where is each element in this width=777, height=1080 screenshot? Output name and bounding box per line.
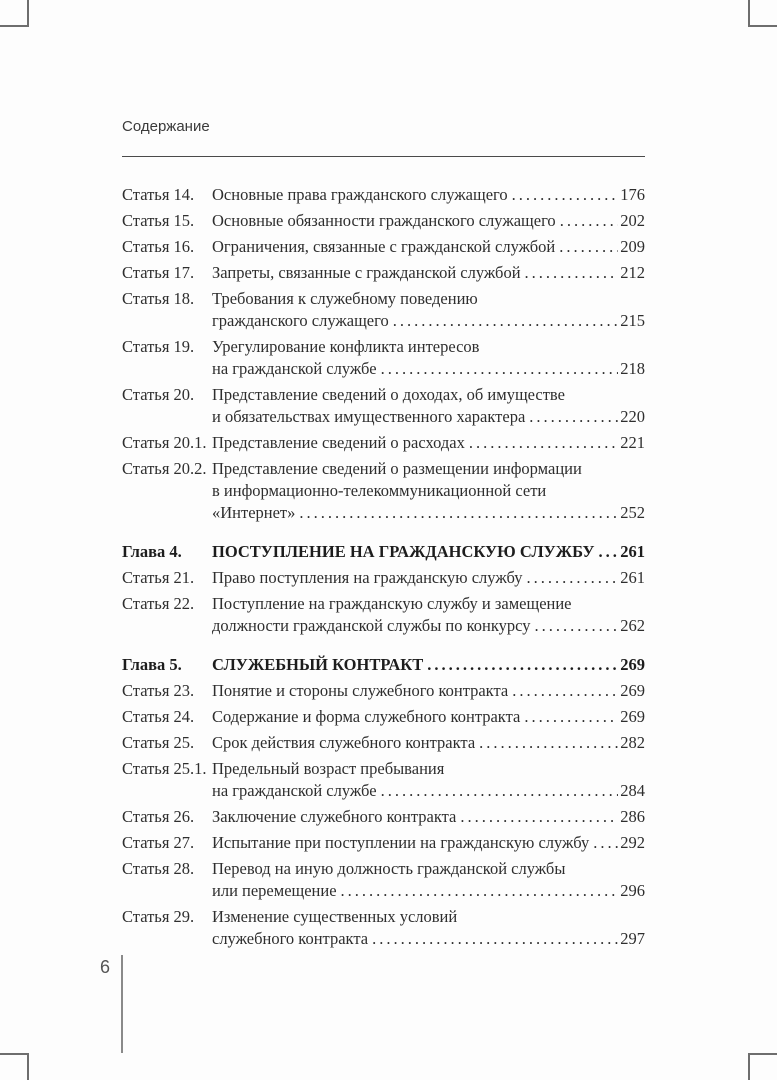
entry-title-block xyxy=(212,858,645,902)
entry-label: Статья 14. xyxy=(122,185,195,204)
entry-page-number: 212 xyxy=(620,263,645,282)
crop-mark-top-left-icon xyxy=(0,0,29,27)
dot-leader xyxy=(381,358,619,380)
entry-title-line: Требования к служебному поведению xyxy=(212,289,478,308)
entry-page-number: 261 xyxy=(620,568,645,587)
entry-label: Статья 18. xyxy=(122,289,195,308)
dot-leader xyxy=(341,880,619,902)
toc-list xyxy=(122,184,645,950)
entry-title-line: Изменение существенных условий xyxy=(212,907,458,926)
entry-title-block xyxy=(212,654,645,676)
entry-title-block xyxy=(212,432,645,454)
entry-title-line: СЛУЖЕБНЫЙ КОНТРАКТ xyxy=(212,655,424,674)
entry-title-line: должности гражданской службы по конкурсу xyxy=(212,616,531,635)
toc-article-row xyxy=(122,384,645,428)
entry-label: Статья 20.1. xyxy=(122,433,207,452)
entry-title-block xyxy=(212,732,645,754)
toc-article-row xyxy=(122,236,645,258)
entry-title-last-line xyxy=(212,732,645,754)
toc-article-row xyxy=(122,832,645,854)
entry-title-last-line xyxy=(212,832,645,854)
dot-leader xyxy=(599,541,619,563)
entry-page-number: 218 xyxy=(620,359,645,378)
entry-title-line: Представление сведений о расходах xyxy=(212,433,465,452)
entry-title-last-line xyxy=(212,567,645,589)
entry-title-last-line xyxy=(212,541,645,563)
dot-leader xyxy=(372,928,618,950)
dot-leader xyxy=(469,432,618,454)
entry-title-last-line xyxy=(212,780,645,802)
entry-title-line: Понятие и стороны служебного контракта xyxy=(212,681,509,700)
toc-article-row xyxy=(122,706,645,728)
entry-title-line: служебного контракта xyxy=(212,929,369,948)
entry-title-block xyxy=(212,458,645,524)
toc-article-row xyxy=(122,184,645,206)
entry-label: Статья 20. xyxy=(122,385,195,404)
page-number: 6 xyxy=(100,957,111,977)
dot-leader xyxy=(427,654,618,676)
entry-title-last-line xyxy=(212,432,645,454)
entry-title-line: Заключение служебного контракта xyxy=(212,807,457,826)
entry-title-line: в информационно-телекоммуникационной сети xyxy=(212,481,547,500)
entry-title-block xyxy=(212,210,645,232)
entry-page-number: 297 xyxy=(620,929,645,948)
dot-leader xyxy=(460,806,618,828)
entry-label: Статья 22. xyxy=(122,594,195,613)
entry-page-number: 202 xyxy=(620,211,645,230)
entry-title-line: Право поступления на гражданскую службу xyxy=(212,568,523,587)
entry-label: Статья 25.1. xyxy=(122,759,207,778)
entry-label: Статья 23. xyxy=(122,681,195,700)
entry-title-last-line xyxy=(212,680,645,702)
dot-leader xyxy=(393,310,619,332)
entry-title-last-line xyxy=(212,880,645,902)
entry-page-number: 176 xyxy=(620,185,645,204)
entry-label: Статья 27. xyxy=(122,833,195,852)
toc-article-row xyxy=(122,458,645,524)
page-number-divider xyxy=(121,955,123,1053)
entry-title-line: Основные обязанности гражданского служащего xyxy=(212,211,556,230)
entry-page-number: 296 xyxy=(620,881,645,900)
entry-title-line: Представление сведений о размещении информации xyxy=(212,459,582,478)
toc-article-row xyxy=(122,567,645,589)
entry-title-line: гражданского служащего xyxy=(212,311,389,330)
entry-title-block xyxy=(212,906,645,950)
entry-title-block xyxy=(212,288,645,332)
dot-leader xyxy=(593,832,618,854)
dot-leader xyxy=(512,184,619,206)
toc-article-row xyxy=(122,288,645,332)
entry-page-number: 269 xyxy=(620,655,645,674)
toc-article-row xyxy=(122,680,645,702)
entry-label: Статья 28. xyxy=(122,859,195,878)
dot-leader xyxy=(527,567,619,589)
entry-label: Глава 5. xyxy=(122,655,182,674)
entry-title-line: или перемещение xyxy=(212,881,337,900)
header-rule xyxy=(122,156,645,157)
dot-leader xyxy=(559,236,618,258)
entry-label: Статья 16. xyxy=(122,237,195,256)
toc-article-row xyxy=(122,906,645,950)
crop-mark-bottom-left-icon xyxy=(0,1053,29,1080)
dot-leader xyxy=(525,262,619,284)
entry-title-last-line xyxy=(212,806,645,828)
entry-title-block xyxy=(212,262,645,284)
entry-title-line: Запреты, связанные с гражданской службой xyxy=(212,263,521,282)
entry-title-line: Предельный возраст пребывания xyxy=(212,759,445,778)
dot-leader xyxy=(524,706,618,728)
toc-article-row xyxy=(122,732,645,754)
entry-title-block xyxy=(212,541,645,563)
toc-chapter-row xyxy=(122,654,645,676)
entry-page-number: 284 xyxy=(620,781,645,800)
entry-title-line: Урегулирование конфликта интересов xyxy=(212,337,480,356)
dot-leader xyxy=(299,502,618,524)
entry-title-block xyxy=(212,336,645,380)
entry-title-line: Основные права гражданского служащего xyxy=(212,185,508,204)
entry-title-block xyxy=(212,236,645,258)
toc-chapter-row xyxy=(122,541,645,563)
entry-label: Глава 4. xyxy=(122,542,182,561)
entry-title-last-line xyxy=(212,210,645,232)
entry-page-number: 209 xyxy=(620,237,645,256)
entry-title-line: и обязательствах имущественного характера xyxy=(212,407,526,426)
entry-title-line: Содержание и форма служебного контракта xyxy=(212,707,521,726)
entry-page-number: 262 xyxy=(620,616,645,635)
toc-article-row xyxy=(122,858,645,902)
entry-page-number: 221 xyxy=(620,433,645,452)
entry-label: Статья 19. xyxy=(122,337,195,356)
entry-label: Статья 26. xyxy=(122,807,195,826)
entry-page-number: 220 xyxy=(620,407,645,426)
entry-page-number: 286 xyxy=(620,807,645,826)
entry-title-line: на гражданской службе xyxy=(212,359,377,378)
entry-title-block xyxy=(212,680,645,702)
entry-title-block xyxy=(212,832,645,854)
entry-title-block xyxy=(212,758,645,802)
dot-leader xyxy=(529,406,618,428)
entry-title-line: Перевод на иную должность гражданской службы xyxy=(212,859,566,878)
entry-title-line: Испытание при поступлении на гражданскую службу xyxy=(212,833,590,852)
toc-article-row xyxy=(122,806,645,828)
toc-article-row xyxy=(122,336,645,380)
entry-title-last-line xyxy=(212,310,645,332)
crop-mark-bottom-right-icon xyxy=(748,1053,777,1080)
entry-label: Статья 29. xyxy=(122,907,195,926)
toc-article-row xyxy=(122,593,645,637)
dot-leader xyxy=(479,732,618,754)
entry-title-block xyxy=(212,593,645,637)
entry-title-last-line xyxy=(212,358,645,380)
dot-leader xyxy=(535,615,619,637)
entry-title-line: Представление сведений о доходах, об имуществе xyxy=(212,385,565,404)
entry-title-block xyxy=(212,384,645,428)
entry-title-line: Поступление на гражданскую службу и замещение xyxy=(212,594,572,613)
entry-title-last-line xyxy=(212,262,645,284)
entry-title-line: на гражданской службе xyxy=(212,781,377,800)
dot-leader xyxy=(381,780,619,802)
page-title: Содержание xyxy=(122,118,210,135)
toc-content xyxy=(122,118,645,954)
entry-title-block xyxy=(212,706,645,728)
dot-leader xyxy=(512,680,618,702)
entry-page-number: 269 xyxy=(620,681,645,700)
entry-title-last-line xyxy=(212,615,645,637)
toc-article-row xyxy=(122,758,645,802)
toc-article-row xyxy=(122,210,645,232)
entry-title-last-line xyxy=(212,654,645,676)
entry-title-last-line xyxy=(212,928,645,950)
crop-mark-top-right-icon xyxy=(748,0,777,27)
entry-title-last-line xyxy=(212,406,645,428)
entry-title-block xyxy=(212,184,645,206)
entry-page-number: 292 xyxy=(620,833,645,852)
entry-title-line: Ограничения, связанные с гражданской службой xyxy=(212,237,556,256)
entry-page-number: 215 xyxy=(620,311,645,330)
entry-label: Статья 25. xyxy=(122,733,195,752)
entry-page-number: 269 xyxy=(620,707,645,726)
entry-label: Статья 24. xyxy=(122,707,195,726)
entry-title-line: Срок действия служебного контракта xyxy=(212,733,476,752)
entry-title-last-line xyxy=(212,502,645,524)
entry-title-last-line xyxy=(212,236,645,258)
entry-page-number: 282 xyxy=(620,733,645,752)
entry-page-number: 252 xyxy=(620,503,645,522)
entry-label: Статья 17. xyxy=(122,263,195,282)
dot-leader xyxy=(560,210,619,232)
entry-title-line: «Интернет» xyxy=(212,503,296,522)
entry-label: Статья 21. xyxy=(122,568,195,587)
entry-label: Статья 20.2. xyxy=(122,459,207,478)
entry-title-last-line xyxy=(212,184,645,206)
entry-title-block xyxy=(212,806,645,828)
entry-title-last-line xyxy=(212,706,645,728)
entry-label: Статья 15. xyxy=(122,211,195,230)
entry-title-block xyxy=(212,567,645,589)
toc-article-row xyxy=(122,432,645,454)
entry-page-number: 261 xyxy=(620,542,645,561)
toc-article-row xyxy=(122,262,645,284)
entry-title-line: ПОСТУПЛЕНИЕ НА ГРАЖДАНСКУЮ СЛУЖБУ xyxy=(212,542,595,561)
